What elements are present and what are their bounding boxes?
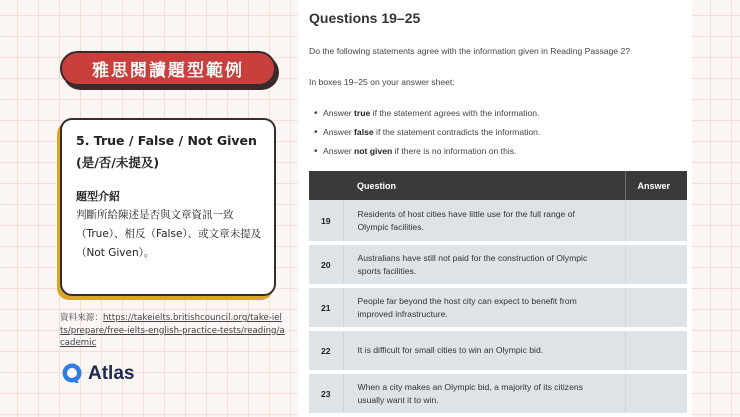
question-number: 21 [309,286,343,329]
page-title: 雅思閱讀題型範例 [60,51,276,86]
answer-rule-item [314,104,540,123]
answer-rule-item [314,142,540,161]
answer-cell[interactable] [625,329,687,372]
rule-prefix: Answer [323,108,355,118]
table-row [309,329,687,372]
source-label: 資料來源： [60,313,103,323]
answer-cell[interactable] [625,372,687,415]
boxes-note: In boxes 19–25 on your answer sheet: [309,77,455,87]
question-number: 23 [309,372,343,415]
answer-rule-item [314,123,540,142]
table-row [309,286,687,329]
rule-prefix: Answer [323,127,355,137]
question-text: It is difficult for small cities to win an Olympic bid. [343,329,625,372]
brand-logo [60,362,134,386]
question-number: 19 [309,200,343,243]
brand-name: Atlas [88,363,135,384]
question-number: 22 [309,329,343,372]
rule-text: if the statement agrees with the information. [370,108,540,118]
table-header-row [309,171,687,200]
table-row [309,200,687,243]
rule-keyword: not given [354,146,393,156]
card-heading: 5. True / False / Not Given (是/否/未提及) [76,133,257,170]
table-row [309,243,687,286]
header-answer: Answer [625,171,687,200]
question-text: When a city makes an Olympic bid, a majority of its citizens usually want it to win. [343,372,625,415]
questions-table [309,171,687,417]
question-screenshot [298,0,692,417]
header-number [309,171,343,200]
answer-rules [314,104,540,161]
card-body: 判斷所給陳述是否與文章資訊一致（True）、相反（False）、或文章未提及（Not Given）。 [76,209,262,259]
question-text: People far beyond the host city can expect to benefit from improved infrastructure. [343,286,625,329]
source-link[interactable]: https://takeielts.britishcouncil.org/take-ielts/prepare/free-ielts-english-practice-tests/reading/academic [60,313,285,348]
question-text: Australians have still not paid for the construction of Olympic sports facilities. [343,243,625,286]
source-note [60,312,285,350]
rule-keyword: false [354,127,374,137]
panel-title: Questions 19–25 [309,10,421,26]
rule-keyword: true [354,108,371,118]
info-card [60,118,276,296]
answer-cell[interactable] [625,200,687,243]
question-text: Residents of host cities have little use for the full range of Olympic facilities. [343,200,625,243]
rule-text: if the statement contradicts the information. [373,127,541,137]
instruction-text: Do the following statements agree with the information given in Reading Passage 2? [309,46,631,56]
answer-cell[interactable] [625,286,687,329]
table-row [309,372,687,415]
card-subheading: 題型介紹 [76,190,120,203]
atlas-logo-icon [60,362,84,386]
answer-cell[interactable] [625,243,687,286]
rule-text: if there is no information on this. [392,146,517,156]
header-question: Question [343,171,625,200]
rule-prefix: Answer [323,146,355,156]
question-number: 20 [309,243,343,286]
